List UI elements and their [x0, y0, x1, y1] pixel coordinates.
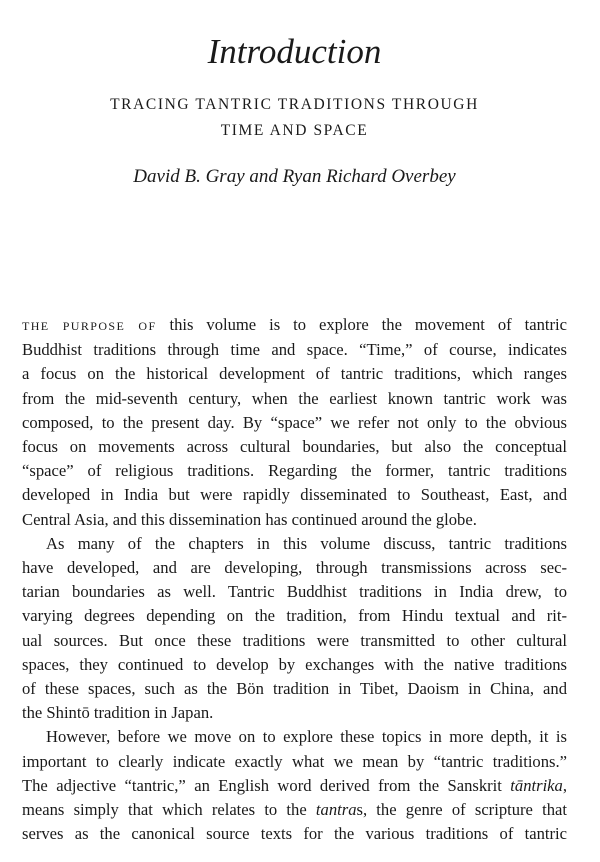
text-line: Central Asia, and this dissemination has continued around the globe.	[22, 509, 477, 529]
text-line: serves as the canonical source texts for the various traditions of tantric	[22, 824, 567, 844]
lead-in-smallcaps: THE PURPOSE OF	[22, 319, 157, 333]
text-line: the Shintō tradition in Japan.	[22, 703, 214, 723]
paragraph-2	[22, 532, 567, 726]
paragraph-3	[22, 725, 567, 846]
sanskrit-term: tantra	[315, 800, 357, 820]
text-line: Buddhist traditions through time and space. “Time,” of course, indicates	[22, 340, 567, 360]
body-text	[22, 313, 567, 846]
text-line: “space” of religious traditions. Regarding the former, tantric traditions	[22, 461, 567, 481]
text-line: varying degrees depending on the tradition, from Hindu textual and rit-	[22, 606, 567, 626]
chapter-subtitle	[22, 92, 567, 144]
text-line: composed, to the present day. By “space” we refer not only to the obvious	[22, 412, 567, 432]
text-line: developed in India but were rapidly disseminated to Southeast, East, and	[22, 485, 567, 505]
subtitle-line: TIME AND SPACE	[220, 122, 369, 139]
chapter-title: Introduction	[207, 32, 382, 71]
chapter-authors: David B. Gray and Ryan Richard Overbey	[133, 166, 456, 187]
text-line: means simply that which relates to the tantras, the genre of scripture that	[22, 800, 568, 820]
book-page	[22, 0, 567, 862]
paragraph-1	[22, 313, 567, 532]
text-line: focus on movements across cultural boundaries, but also the conceptual	[22, 437, 567, 457]
text-line: important to clearly indicate exactly what we mean by “tantric traditions.”	[22, 751, 567, 771]
text-line: a focus on the historical development of tantric traditions, which ranges	[22, 364, 567, 384]
text-line: of these spaces, such as the Bön tradition in Tibet, Daoism in China, and	[22, 679, 567, 699]
text-line: As many of the chapters in this volume discuss, tantric traditions	[46, 533, 567, 553]
text-line: The adjective “tantric,” an English word derived from the Sanskrit tāntrika,	[22, 775, 567, 795]
text-line: ual sources. But once these traditions were transmitted to other cultural	[22, 630, 567, 650]
text-line: spaces, they continued to develop by exchanges with the native traditions	[22, 654, 567, 674]
sanskrit-term: tāntrika	[510, 775, 563, 795]
text-line: THE PURPOSE OF this volume is to explore the movement of tantric	[22, 315, 567, 334]
text-line: tarian boundaries as well. Tantric Buddhist traditions in India drew, to	[22, 582, 567, 602]
text-line: from the mid-seventh century, when the earliest known tantric work was	[22, 388, 567, 408]
subtitle-line: TRACING TANTRIC TRADITIONS THROUGH	[110, 96, 479, 113]
text-line: have developed, and are developing, through transmissions across sec-	[22, 558, 567, 578]
text-line: However, before we move on to explore these topics in more depth, it is	[46, 727, 567, 747]
